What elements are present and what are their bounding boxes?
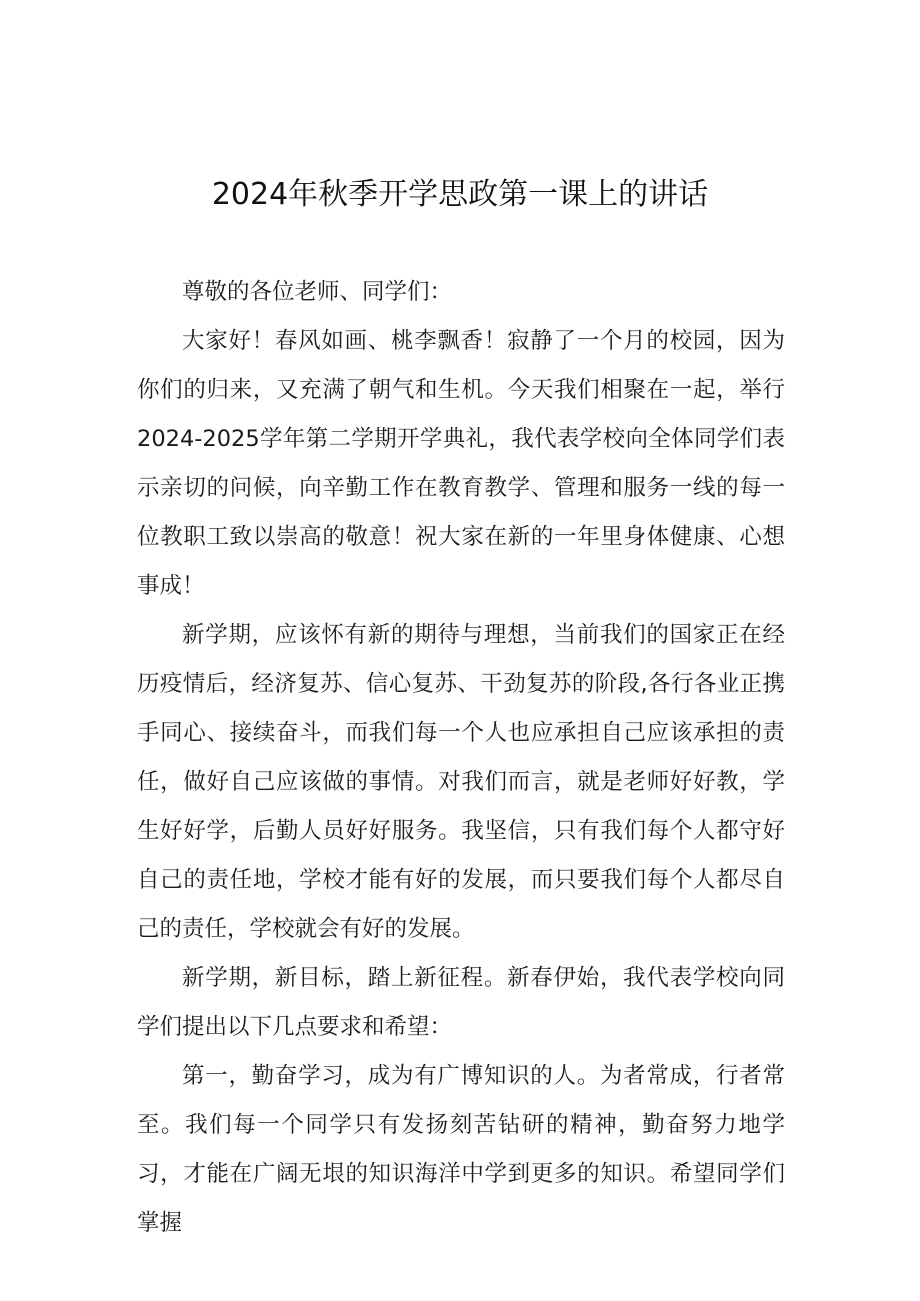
salutation-paragraph: 尊敬的各位老师、同学们： [182, 279, 453, 305]
greeting-paragraph: 大家好！春风如画、桃李飘香！寂静了一个月的校园，因为你们的归来，又充满了朝气和生机。今天我们相聚在一起，举行2024-2025学年第二学期开学典礼，我代表学校向全体同学们表示亲切的问候，向辛勤工作在教育教学、管理和服务一线的每一位教职工致以崇高的敬意！祝大家在新的一年里身体健康、心想事成！ [137, 328, 785, 599]
requirements-intro-paragraph: 新学期，新目标，踏上新征程。新春伊始，我代表学校向同学们提出以下几点要求和希望： [137, 965, 785, 1040]
first-requirement-paragraph: 第一，勤奋学习，成为有广博知识的人。为者常成，行者常至。我们每一个同学只有发扬刻苦钻研的精神，勤奋努力地学习，才能在广阔无垠的知识海洋中学到更多的知识。希望同学们掌握 [137, 1063, 785, 1236]
document-body [137, 268, 785, 1248]
document-title: 2024年秋季开学思政第一课上的讲话 [211, 177, 709, 212]
new-semester-paragraph: 新学期，应该怀有新的期待与理想，当前我们的国家正在经历疫情后，经济复苏、信心复苏、干劲复苏的阶段,各行各业正携手同心、接续奋斗，而我们每一个人也应承担自己应该承担的责任，做好自己应该做的事情。对我们而言，就是老师好好教，学生好好学，后勤人员好好服务。我坚信，只有我们每个人都守好自己的责任地，学校才能有好的发展，而只要我们每个人都尽自己的责任，学校就会有好的发展。 [137, 622, 785, 942]
